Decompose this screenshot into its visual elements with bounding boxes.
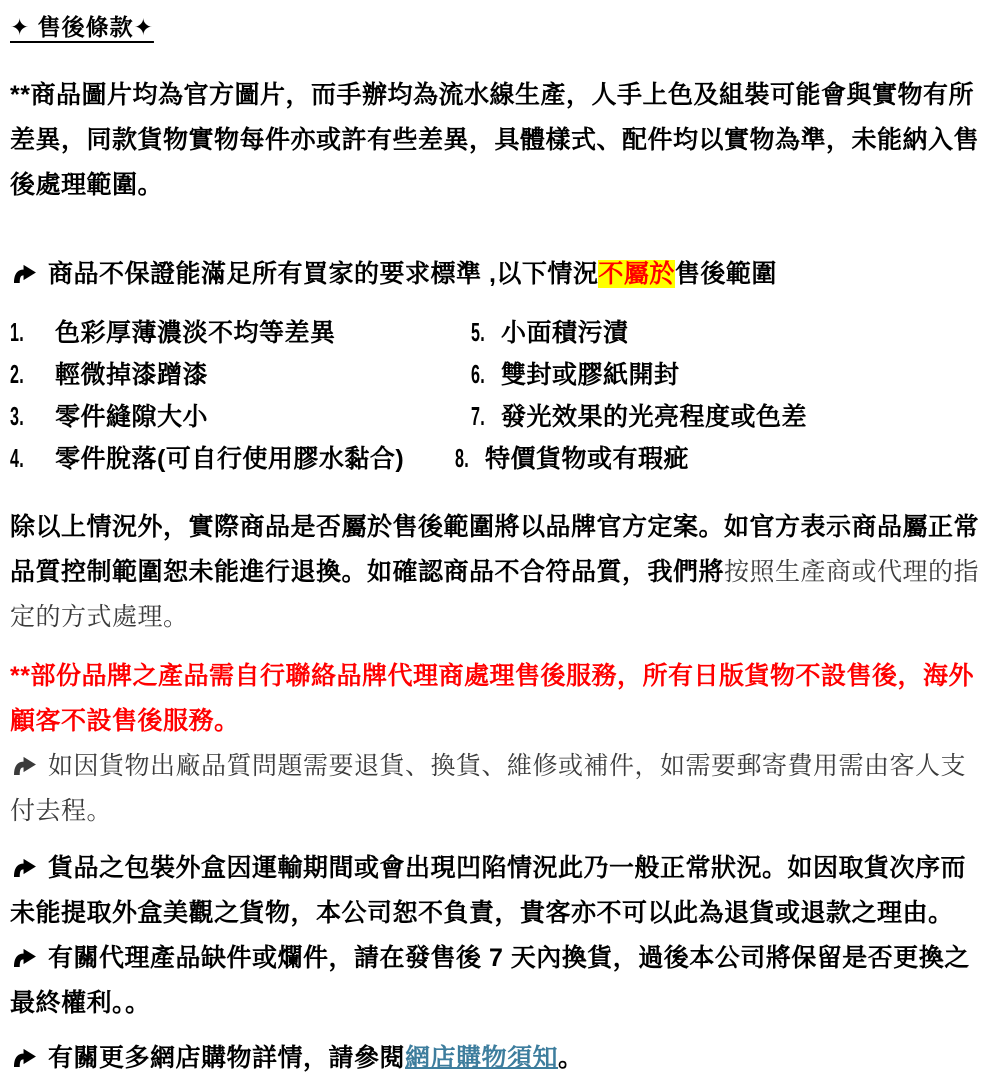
list-item	[455, 353, 988, 395]
not-covered-highlight: 不屬於	[598, 260, 675, 288]
note-exchange-7-days	[10, 936, 988, 1026]
exclusion-list-left-column	[10, 311, 455, 479]
exclusion-list-right-column	[455, 311, 988, 479]
shop-guide-link[interactable]: 網店購物須知	[405, 1044, 559, 1072]
arrow-right-icon	[10, 846, 39, 891]
list-item-text: 雙封或膠紙開封	[501, 361, 680, 389]
list-item	[455, 395, 988, 437]
not-covered-prefix: 商品不保證能滿足所有買家的要求標準 ,以下情況	[48, 260, 599, 288]
note-text: 如因貨物出廠品質問題需要退貨、換貨、維修或補件，如需要郵寄費用需由客人支付去程。	[10, 752, 967, 825]
list-item	[10, 311, 455, 353]
arrow-right-icon	[10, 936, 39, 981]
list-item	[455, 437, 988, 479]
page-title: ✦ 售後條款✦	[10, 14, 154, 40]
list-number: 7.	[471, 401, 486, 431]
list-item	[10, 395, 455, 437]
list-number: 4.	[10, 443, 25, 473]
list-item	[10, 353, 455, 395]
arrow-right-icon	[10, 744, 39, 789]
list-item-text: 發光效果的光亮程度或色差	[501, 403, 808, 431]
note-returns	[10, 744, 988, 834]
list-item	[10, 437, 455, 479]
list-number: 3.	[10, 401, 25, 431]
not-covered-suffix: 售後範圍	[674, 260, 777, 288]
note-text-prefix: 有關更多網店購物詳情，請參閱	[48, 1044, 406, 1072]
policy-regular-text: 按照生產商或代理的指定的方式處理。	[10, 558, 980, 631]
list-number: 1.	[10, 317, 25, 347]
note-text: 貨品之包裝外盒因運輸期間或會出現凹陷情況此乃一般正常狀況。如因取貨次序而未能提取外盒美觀之貨物，本公司恕不負責，貴客亦不可以此為退貨或退款之理由。	[10, 854, 967, 927]
note-text-suffix: 。	[558, 1044, 584, 1072]
list-item-text: 零件脫落(可自行使用膠水黏合)	[55, 445, 405, 473]
arrow-right-icon	[10, 252, 39, 297]
note-text: 有關代理產品缺件或爛件，請在發售後 7 天內換貨，過後本公司將保留是否更換之最終權利。。	[10, 944, 970, 1017]
list-number: 2.	[10, 359, 25, 389]
note-more-info	[10, 1036, 988, 1081]
list-item-text: 輕微掉漆蹭漆	[55, 361, 209, 389]
intro-paragraph: **商品圖片均為官方圖片，而手辦均為流水線生產，人手上色及組裝可能會與實物有所差異，同款貨物實物每件亦或許有些差異，具體樣式、配件均以實物為準，未能納入售後處理範圍。	[10, 81, 980, 199]
list-item	[455, 311, 988, 353]
note-packaging	[10, 846, 988, 936]
exclusion-list	[10, 311, 988, 479]
list-item-text: 色彩厚薄濃淡不均等差異	[55, 319, 336, 347]
list-number: 8.	[455, 443, 470, 473]
list-number: 5.	[471, 317, 486, 347]
policy-bold-text: 除以上情況外，實際商品是否屬於售後範圍將以品牌官方定案。如官方表示商品屬正常品質控制範圍恕未能進行退換。如確認商品不合符品質，我們將	[10, 513, 980, 586]
not-covered-line	[10, 252, 988, 297]
list-number: 6.	[471, 359, 486, 389]
arrow-right-icon	[10, 1036, 39, 1081]
list-item-text: 特價貨物或有瑕疵	[485, 445, 690, 473]
list-item-text: 零件縫隙大小	[55, 403, 209, 431]
red-notice-paragraph: **部份品牌之產品需自行聯絡品牌代理商處理售後服務，所有日版貨物不設售後，海外顧客不設售後服務。	[10, 662, 974, 735]
list-item-text: 小面積污漬	[501, 319, 629, 347]
policy-paragraph	[10, 505, 988, 640]
